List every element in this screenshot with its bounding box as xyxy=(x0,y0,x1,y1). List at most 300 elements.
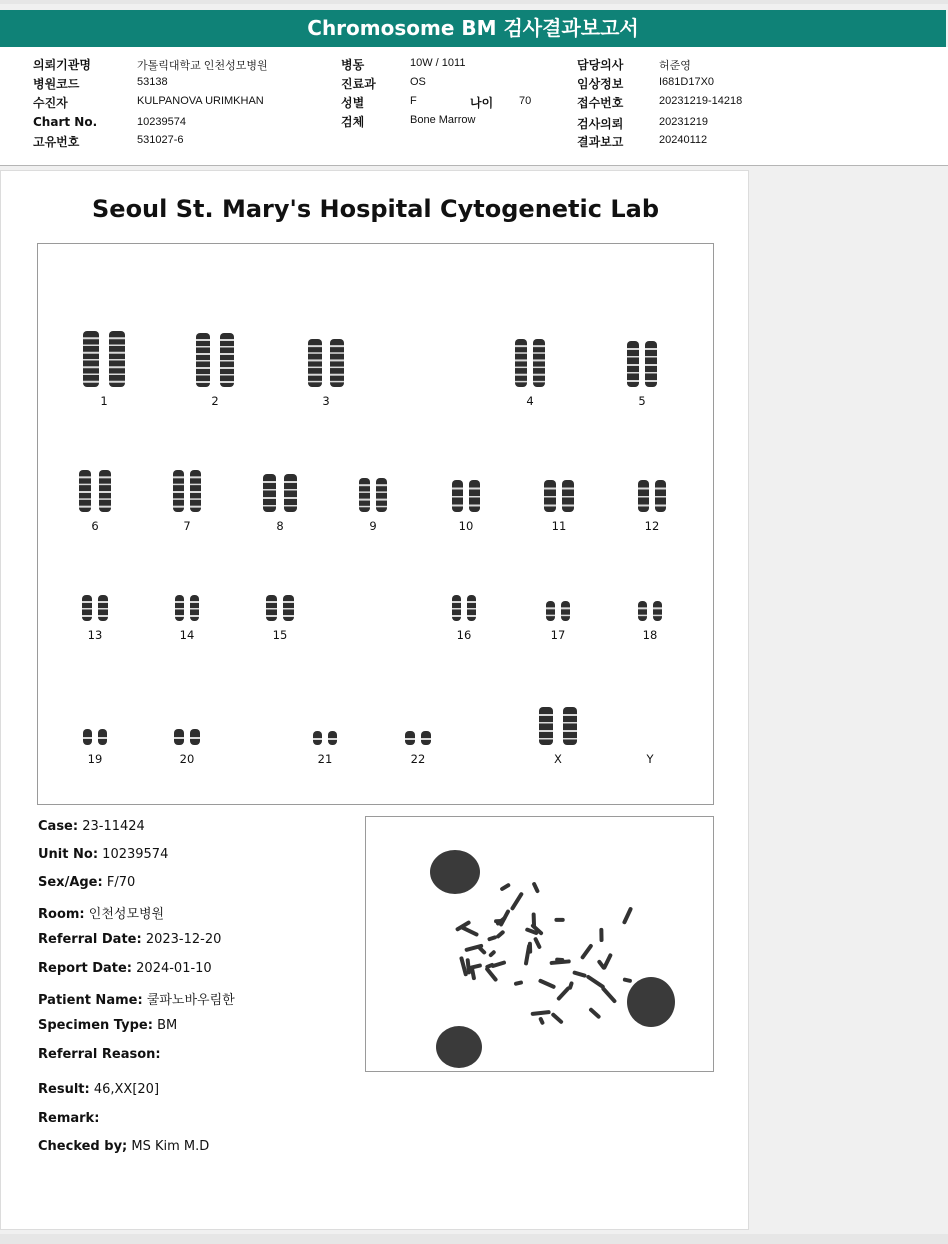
chromosome-band xyxy=(653,607,662,609)
chromosome-pair-3 xyxy=(307,338,345,388)
doctor-value: 허준영 xyxy=(659,60,691,72)
chromosome-band xyxy=(83,352,99,354)
chromosome-band xyxy=(544,488,556,490)
karyogram xyxy=(37,243,714,805)
nucleus xyxy=(430,850,480,894)
institution-value: 가톨릭대학교 인천성모병원 xyxy=(137,60,268,72)
metaphase-chromosome xyxy=(499,882,511,891)
chromosome-band xyxy=(533,374,545,376)
chromosome-band xyxy=(173,476,184,478)
metaphase-chromosome xyxy=(580,943,594,960)
metaphase-chromosome xyxy=(498,909,510,927)
chromosome-pair-22 xyxy=(404,730,432,746)
chromosome-band xyxy=(563,714,577,716)
chromosome-band xyxy=(563,730,577,732)
chromosome-band xyxy=(283,608,294,610)
metaphase-chromosome xyxy=(599,928,603,942)
chromosome-band xyxy=(330,381,344,383)
chromosome-band xyxy=(263,481,276,483)
chromosome-label-21: 21 xyxy=(317,752,333,766)
chromosome-band xyxy=(330,359,344,361)
chromosome-band xyxy=(627,372,639,374)
chromosome-band xyxy=(173,491,184,493)
chromosome-band xyxy=(405,738,415,740)
chromosome-band xyxy=(539,730,553,732)
chromosome-band xyxy=(308,381,322,383)
chromosome-band xyxy=(515,367,527,369)
chromosome-band xyxy=(220,339,234,341)
chromosome-band xyxy=(452,601,461,603)
metaphase-chromosome xyxy=(555,958,564,963)
chromosome-pair-18 xyxy=(637,600,663,622)
chromosome-band xyxy=(359,484,370,486)
chromosome-label-9: 9 xyxy=(369,519,377,533)
chromosome-band xyxy=(533,345,545,347)
chromosome-pair-10 xyxy=(451,479,481,513)
chromosome-pair-13 xyxy=(81,594,109,622)
metaphase-chromosome xyxy=(531,881,540,893)
chromosome-pair-9 xyxy=(358,477,388,513)
chromosome-band xyxy=(99,484,111,486)
chromosome-band xyxy=(308,359,322,361)
chromosome-label-7: 7 xyxy=(183,519,191,533)
chromosome-band xyxy=(627,348,639,350)
chromosome-band xyxy=(515,345,527,347)
metaphase-chromosome xyxy=(588,1007,601,1020)
chromosome-label-12: 12 xyxy=(644,519,660,533)
unit-line xyxy=(38,847,168,862)
chromosome-pair-7 xyxy=(172,469,202,513)
chromosome-band xyxy=(308,352,322,354)
patient-name-line xyxy=(38,989,235,1008)
sexage-value: F/70 xyxy=(106,875,136,890)
chromosome-band xyxy=(452,615,461,617)
metaphase-chromosome xyxy=(484,966,498,982)
sexage-label: Sex/Age: xyxy=(38,875,103,890)
metaphase-chromosome xyxy=(572,970,587,978)
chromosome-pair-21 xyxy=(312,730,338,746)
chromosome-band xyxy=(190,491,201,493)
report-label: 결과보고 xyxy=(577,135,624,149)
room-value: 인천성모병원 xyxy=(88,907,165,922)
result-value: 46,XX[20] xyxy=(93,1082,160,1097)
doctor-label: 담당의사 xyxy=(577,58,624,72)
chromatid xyxy=(561,601,570,621)
metaphase-chromosome xyxy=(510,891,524,911)
chromosome-band xyxy=(544,496,556,498)
remark-label: Remark: xyxy=(38,1111,100,1126)
metaphase-chromosome xyxy=(531,1010,551,1016)
case-label: Case: xyxy=(38,819,79,834)
chromosome-label-17: 17 xyxy=(550,628,566,642)
top-strip xyxy=(0,0,948,4)
chromosome-band xyxy=(220,374,234,376)
chromosome-band xyxy=(109,345,125,347)
chromosome-band xyxy=(469,488,480,490)
chromosome-band xyxy=(173,484,184,486)
chromosome-band xyxy=(328,738,337,740)
sex-label: 성별 xyxy=(341,96,365,110)
patient-name-label: Patient Name: xyxy=(38,993,143,1008)
chromosome-band xyxy=(190,506,201,508)
chromosome-band xyxy=(266,608,277,610)
chromosome-band xyxy=(284,481,297,483)
chromosome-band xyxy=(308,345,322,347)
chromosome-band xyxy=(109,359,125,361)
chromosome-band xyxy=(283,615,294,617)
chromosome-band xyxy=(627,356,639,358)
chromosome-band xyxy=(190,615,199,617)
chromosome-band xyxy=(561,607,570,609)
specimen-label: 검체 xyxy=(341,115,365,129)
chromosome-band xyxy=(196,367,210,369)
chromosome-band xyxy=(98,608,108,610)
institution-label: 의뢰기관명 xyxy=(33,58,91,72)
unique-no-value: 531027-6 xyxy=(137,134,184,146)
nucleus xyxy=(627,977,675,1027)
chromosome-pair-X xyxy=(538,706,578,746)
metaphase-chromosome xyxy=(487,935,497,942)
chromosome-band xyxy=(173,498,184,500)
patient-header xyxy=(0,47,948,166)
bottom-strip xyxy=(0,1234,948,1244)
chromosome-band xyxy=(83,345,99,347)
chromosome-band xyxy=(83,337,99,339)
dept-label: 진료과 xyxy=(341,77,376,91)
chromosome-band xyxy=(562,496,574,498)
chromosome-band xyxy=(469,496,480,498)
chromosome-pair-14 xyxy=(174,594,200,622)
chromosome-band xyxy=(359,491,370,493)
chromosome-band xyxy=(83,374,99,376)
specimen-type-label: Specimen Type: xyxy=(38,1018,153,1033)
chromosome-band xyxy=(655,505,666,507)
chromosome-band xyxy=(83,381,99,383)
metaphase-chromosome xyxy=(490,960,506,968)
metaphase-chromosome xyxy=(488,949,497,958)
chromosome-band xyxy=(533,352,545,354)
hospital-code-label: 병원코드 xyxy=(33,77,80,91)
chromosome-band xyxy=(190,498,201,500)
chromosome-band xyxy=(99,506,111,508)
chromosome-label-20: 20 xyxy=(179,752,195,766)
chromosome-label-22: 22 xyxy=(410,752,426,766)
ward-label: 병동 xyxy=(341,58,365,72)
chromosome-band xyxy=(196,360,210,362)
chromosome-band xyxy=(190,737,200,739)
chromosome-band xyxy=(515,352,527,354)
chromatid xyxy=(653,601,662,621)
chromosome-band xyxy=(469,505,480,507)
chromosome-pair-20 xyxy=(173,728,201,746)
chromosome-band xyxy=(196,381,210,383)
request-value: 20231219 xyxy=(659,116,708,128)
chromosome-band xyxy=(562,488,574,490)
chromosome-band xyxy=(638,505,649,507)
chromosome-band xyxy=(563,722,577,724)
chromosome-label-5: 5 xyxy=(638,394,646,408)
chromosome-band xyxy=(79,491,91,493)
chromosome-band xyxy=(546,607,555,609)
chromosome-pair-5 xyxy=(626,340,658,388)
unit-label: Unit No: xyxy=(38,847,99,862)
chromosome-band xyxy=(263,489,276,491)
result-line xyxy=(38,1082,159,1097)
chromosome-band xyxy=(376,506,387,508)
chromosome-band xyxy=(330,345,344,347)
hospital-code-value: 53138 xyxy=(137,76,168,88)
metaphase-chromosome xyxy=(550,1012,564,1025)
metaphase-chromosome xyxy=(538,1016,545,1025)
chromosome-band xyxy=(645,364,657,366)
checked-line xyxy=(38,1139,209,1154)
chromosome-band xyxy=(196,339,210,341)
chromosome-band xyxy=(82,615,92,617)
patient-name-value: 쿨파노바우림한 xyxy=(146,993,235,1008)
chromosome-band xyxy=(376,499,387,501)
chromosome-band xyxy=(83,359,99,361)
chromosome-band xyxy=(82,601,92,603)
chromosome-band xyxy=(645,356,657,358)
chromosome-band xyxy=(546,615,555,617)
chromosome-band xyxy=(627,364,639,366)
report-date-label: Report Date: xyxy=(38,961,133,976)
chromosome-band xyxy=(638,615,647,617)
metaphase-chromosome xyxy=(538,978,556,989)
metaphase-chromosome xyxy=(494,919,503,923)
receipt-value: 20231219-14218 xyxy=(659,95,743,107)
request-label: 검사의뢰 xyxy=(577,117,624,131)
chromosome-pair-11 xyxy=(543,479,575,513)
chromosome-label-16: 16 xyxy=(456,628,472,642)
chromosome-band xyxy=(467,615,476,617)
chromosome-band xyxy=(330,352,344,354)
metaphase-chromosome xyxy=(622,977,632,983)
chromosome-band xyxy=(220,381,234,383)
referral-reason-label: Referral Reason: xyxy=(38,1047,161,1062)
chromosome-band xyxy=(467,608,476,610)
chromosome-band xyxy=(308,374,322,376)
chromosome-band xyxy=(359,506,370,508)
chromosome-band xyxy=(79,476,91,478)
metaphase-chromosome xyxy=(532,912,537,928)
chromosome-label-8: 8 xyxy=(276,519,284,533)
metaphase-chromosome xyxy=(514,980,524,986)
chromosome-band xyxy=(645,348,657,350)
chromosome-band xyxy=(452,505,463,507)
chromosome-band xyxy=(98,615,108,617)
chromosome-band xyxy=(645,372,657,374)
chromosome-band xyxy=(190,601,199,603)
chromosome-pair-6 xyxy=(78,469,112,513)
checked-value: MS Kim M.D xyxy=(131,1139,210,1154)
case-line xyxy=(38,819,145,834)
chromosome-band xyxy=(109,381,125,383)
chromosome-band xyxy=(284,505,297,507)
chromosome-band xyxy=(561,615,570,617)
chromosome-band xyxy=(220,367,234,369)
room-label: Room: xyxy=(38,907,85,922)
chromosome-label-1: 1 xyxy=(100,394,108,408)
chromosome-band xyxy=(82,608,92,610)
chromosome-label-18: 18 xyxy=(642,628,658,642)
room-line xyxy=(38,903,164,922)
chromosome-band xyxy=(376,491,387,493)
chromosome-band xyxy=(266,601,277,603)
chromosome-band xyxy=(109,374,125,376)
chromosome-band xyxy=(98,737,107,739)
chromosome-band xyxy=(175,601,184,603)
chromosome-pair-19 xyxy=(82,728,108,746)
nucleus xyxy=(436,1026,482,1068)
chromosome-band xyxy=(266,615,277,617)
remark-line xyxy=(38,1111,99,1126)
chromosome-band xyxy=(109,366,125,368)
chromosome-label-2: 2 xyxy=(211,394,219,408)
chromosome-band xyxy=(263,505,276,507)
chromosome-band xyxy=(452,608,461,610)
chromosome-band xyxy=(539,722,553,724)
chromosome-band xyxy=(174,737,184,739)
report-date-value: 2024-01-10 xyxy=(136,961,212,976)
metaphase-chromosome xyxy=(568,981,574,990)
chromosome-pair-8 xyxy=(262,473,298,513)
chromatid xyxy=(638,601,647,621)
chromosome-band xyxy=(99,476,111,478)
chromosome-label-Y: Y xyxy=(646,752,654,766)
chromosome-band xyxy=(79,484,91,486)
chromosome-band xyxy=(539,714,553,716)
chromosome-band xyxy=(190,476,201,478)
lab-title: Seoul St. Mary's Hospital Cytogenetic Lab xyxy=(92,195,659,223)
chromosome-label-13: 13 xyxy=(87,628,103,642)
metaphase-chromosome xyxy=(533,937,542,950)
chromosome-band xyxy=(175,615,184,617)
chromosome-label-10: 10 xyxy=(458,519,474,533)
chromosome-band xyxy=(638,488,649,490)
chromosome-pair-2 xyxy=(195,332,235,388)
report-value: 20240112 xyxy=(659,134,708,146)
chromosome-band xyxy=(533,367,545,369)
report-date-line xyxy=(38,961,212,976)
age-label: 나이 xyxy=(470,96,494,110)
metaphase-spread xyxy=(366,817,713,1071)
metaphase-image xyxy=(365,816,714,1072)
specimen-type-value: BM xyxy=(157,1018,178,1033)
chromosome-band xyxy=(330,374,344,376)
chromosome-band xyxy=(283,601,294,603)
chromosome-band xyxy=(330,367,344,369)
chromosome-band xyxy=(284,489,297,491)
chromosome-band xyxy=(99,491,111,493)
metaphase-chromosome xyxy=(554,918,564,922)
chromatid xyxy=(546,601,555,621)
clinical-value: I681D17X0 xyxy=(659,76,715,88)
chromosome-band xyxy=(196,346,210,348)
chromosome-band xyxy=(79,506,91,508)
ward-value: 10W / 1011 xyxy=(410,57,466,69)
report-page xyxy=(0,170,749,1230)
chromosome-band xyxy=(539,738,553,740)
chromosome-band xyxy=(653,615,662,617)
checked-label: Checked by; xyxy=(38,1139,128,1154)
receipt-label: 접수번호 xyxy=(577,96,624,110)
chromosome-band xyxy=(452,488,463,490)
chromosome-label-14: 14 xyxy=(179,628,195,642)
chromosome-band xyxy=(196,353,210,355)
unique-no-label: 고유번호 xyxy=(33,135,80,149)
unit-value: 10239574 xyxy=(102,847,169,862)
chromosome-label-6: 6 xyxy=(91,519,99,533)
chromosome-band xyxy=(563,738,577,740)
chromosome-band xyxy=(562,505,574,507)
chromosome-band xyxy=(645,380,657,382)
chromosome-band xyxy=(109,352,125,354)
chromosome-band xyxy=(109,337,125,339)
patient-label: 수진자 xyxy=(33,96,68,110)
metaphase-chromosome xyxy=(622,906,633,924)
chromosome-band xyxy=(421,738,431,740)
referral-date-label: Referral Date: xyxy=(38,932,142,947)
chromosome-band xyxy=(638,607,647,609)
chromosome-pair-1 xyxy=(82,330,126,388)
chromosome-band xyxy=(638,496,649,498)
chromosome-band xyxy=(99,498,111,500)
chart-no-value: 10239574 xyxy=(137,116,186,128)
chromosome-band xyxy=(83,737,92,739)
chromosome-band xyxy=(655,488,666,490)
case-value: 23-11424 xyxy=(82,819,145,834)
chromosome-pair-15 xyxy=(265,594,295,622)
chart-no-label: Chart No. xyxy=(33,115,98,129)
chromosome-band xyxy=(220,360,234,362)
chromosome-pair-4 xyxy=(514,338,546,388)
chromosome-band xyxy=(173,506,184,508)
chromosome-band xyxy=(284,497,297,499)
referral-reason-line xyxy=(38,1047,161,1062)
chromosome-band xyxy=(627,380,639,382)
patient-value: KULPANOVA URIMKHAN xyxy=(137,95,264,107)
clinical-label: 임상정보 xyxy=(577,77,624,91)
chromosome-band xyxy=(544,505,556,507)
chromosome-label-11: 11 xyxy=(551,519,567,533)
metaphase-chromosomes xyxy=(455,881,633,1025)
chromosome-band xyxy=(533,359,545,361)
metaphase-chromosome xyxy=(524,944,532,966)
chromosome-band xyxy=(98,601,108,603)
chromosome-band xyxy=(515,374,527,376)
referral-date-value: 2023-12-20 xyxy=(145,932,222,947)
sex-value: F xyxy=(410,95,417,107)
chromosome-label-X: X xyxy=(554,752,562,766)
chromosome-band xyxy=(467,601,476,603)
chromosome-label-3: 3 xyxy=(322,394,330,408)
chromosome-band xyxy=(655,496,666,498)
chromosome-band xyxy=(196,374,210,376)
age-value: 70 xyxy=(519,95,532,107)
chromosome-band xyxy=(515,359,527,361)
chromosome-label-19: 19 xyxy=(87,752,103,766)
chromosome-band xyxy=(263,497,276,499)
chromosome-band xyxy=(452,496,463,498)
chromosome-pair-16 xyxy=(451,594,477,622)
chromosome-band xyxy=(220,346,234,348)
referral-date-line xyxy=(38,932,221,947)
chromosome-band xyxy=(308,367,322,369)
chromosome-pair-12 xyxy=(637,479,667,513)
specimen-type-line xyxy=(38,1018,177,1033)
sexage-line xyxy=(38,875,135,890)
